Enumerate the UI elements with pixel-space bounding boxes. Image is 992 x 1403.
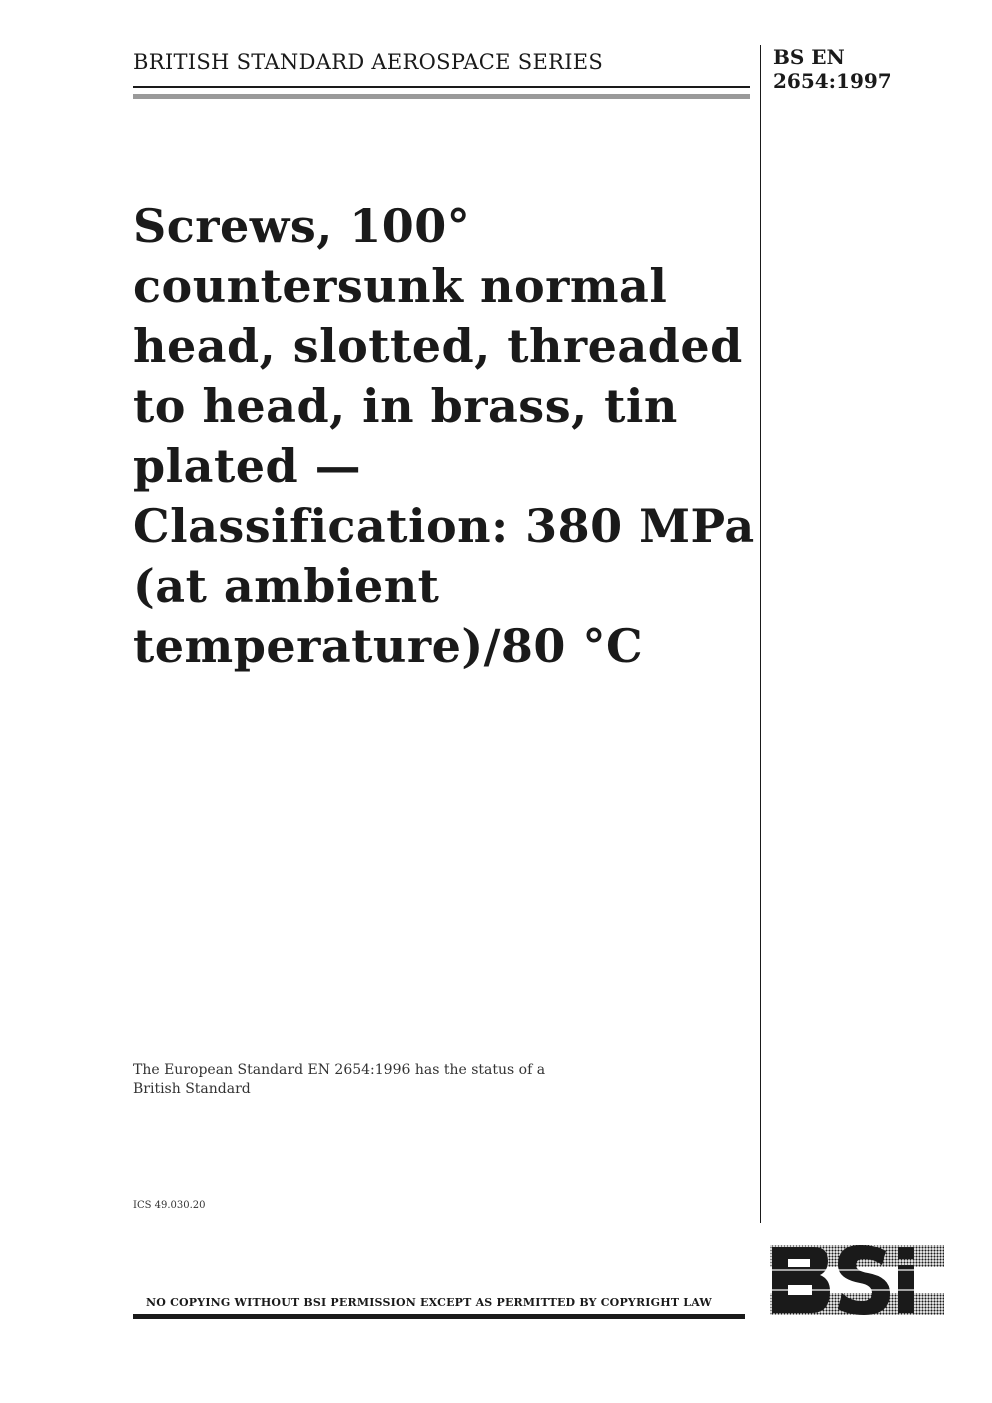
- title-line: (at ambient: [133, 559, 440, 613]
- standard-number-line1: BS EN: [773, 45, 845, 69]
- margin-divider: [760, 45, 761, 1223]
- status-note-line1: The European Standard EN 2654:1996 has the status of a: [133, 1062, 546, 1078]
- footer-rule: [133, 1314, 745, 1319]
- standard-number: [773, 45, 892, 93]
- ics-code: ICS 49.030.20: [133, 1200, 206, 1211]
- title-line: countersunk normal: [133, 259, 668, 313]
- title-line: Classification: 380 MPa: [133, 499, 755, 553]
- title-line: temperature)/80 °C: [133, 619, 644, 673]
- document-title: [133, 196, 753, 676]
- header-rule-thick: [133, 94, 750, 99]
- title-line: to head, in brass, tin: [133, 379, 678, 433]
- copyright-notice: NO COPYING WITHOUT BSI PERMISSION EXCEPT AS PERMITTED BY COPYRIGHT LAW: [146, 1296, 712, 1309]
- bsi-logo: [768, 1243, 946, 1317]
- title-line: plated —: [133, 439, 362, 493]
- standard-number-line2: 2654:1997: [773, 69, 892, 93]
- status-note: [133, 1061, 545, 1099]
- title-line: head, slotted, threaded: [133, 319, 743, 373]
- status-note-line2: British Standard: [133, 1081, 251, 1097]
- title-line: Screws, 100°: [133, 199, 471, 253]
- series-title: BRITISH STANDARD AEROSPACE SERIES: [133, 50, 604, 74]
- header-rule-thin: [133, 86, 750, 88]
